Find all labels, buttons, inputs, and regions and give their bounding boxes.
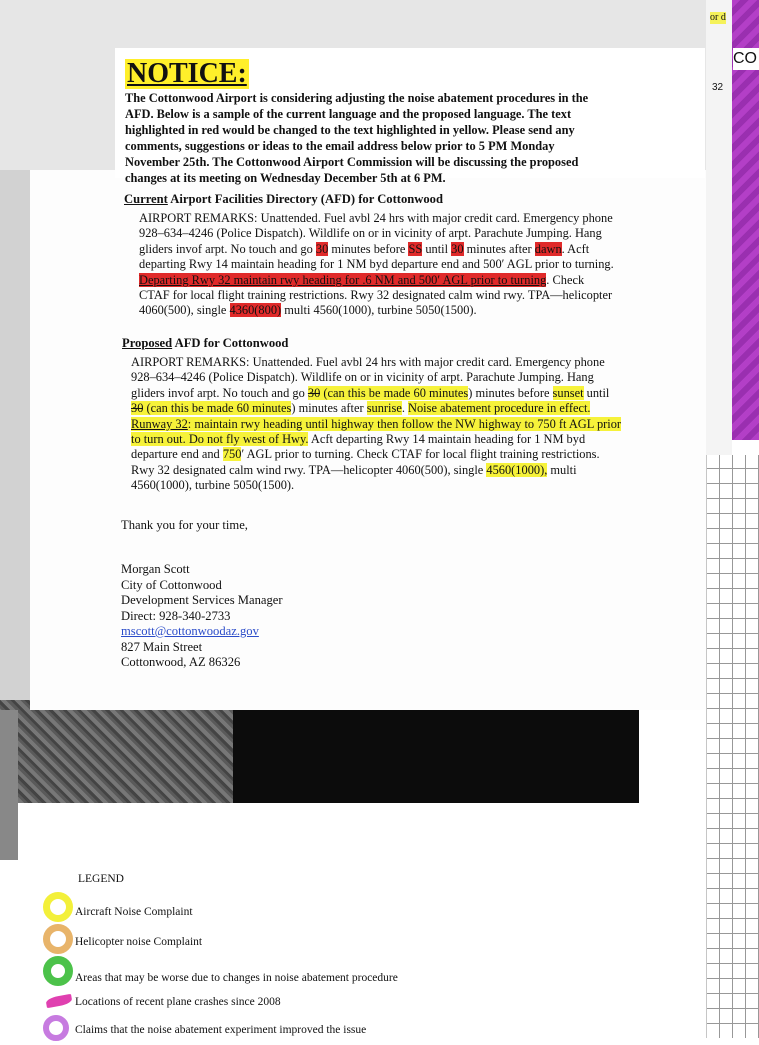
current-afd-remarks [139,211,659,319]
notice-line: November 25th. The Cottonwood Airport Commission will be discussing the proposed [125,155,579,169]
text: departure end and [131,447,223,462]
proposed-line [131,386,671,401]
legend-label: Helicopter noise Complaint [75,936,203,948]
green-circle-icon [43,956,73,986]
signer-organization: City of Cottonwood [121,577,222,592]
text: gliders invof arpt. No touch and go [139,241,316,256]
current-line [139,303,659,318]
text: gliders invof arpt. No touch and go [131,385,308,400]
yellow-highlight: : maintain rwy heading until highway then follow the NW highway to 750 ft AGL prior [187,416,622,431]
street-map-fragment [706,455,759,1038]
current-line: 928–634–4246 (Police Dispatch). Wildlife on or in vicinity of arpt. Parachute Jumping. Hang [139,226,602,241]
text: until [583,385,610,400]
text: . Acft [561,241,590,256]
notice-line: The Cottonwood Airport is considering adjusting the noise abatement procedures in the [125,91,589,105]
current-line: departing Rwy 14 maintain heading for 1 NM byd departure end and 500′ AGL prior to turning. [139,257,614,272]
legend-item-worse-areas [0,956,420,986]
yellow-circle-icon [43,892,73,922]
current-afd-heading [124,192,443,207]
proposed-line [131,432,671,447]
closing-thanks: Thank you for your time, [121,518,248,532]
text: ′ AGL prior to turning. Check CTAF for local flight training restrictions. [241,447,600,462]
legend-label: Claims that the noise abatement experiment improved the issue [75,1024,367,1036]
text: ) minutes before [468,385,553,400]
proposed-heading-underlined: Proposed [122,336,173,350]
proposed-afd-remarks [131,355,671,494]
aerial-photo-edge [0,710,18,860]
legend-item-aircraft-noise [0,892,420,922]
legend-item-helicopter-noise [0,924,420,954]
aerial-photo-dark-area [233,710,639,803]
pink-crash-marker-icon [45,994,72,1008]
text: minutes before [328,241,409,256]
notice-line: highlighted in red would be changed to the text highlighted in yellow. Please send any [125,123,575,137]
text: multi [547,462,577,477]
text: Rwy 32 designated calm wind rwy. TPA—helicopter 4060(500), single [131,462,487,477]
notice-line: changes at its meeting on Wednesday December 5th at 6 PM. [125,171,446,185]
yellow-highlight: 4560(1000), [486,462,548,477]
text: multi 4560(1000), turbine 5050(1500). [281,303,477,318]
red-highlight: 4360(800) [229,303,282,318]
text: . [401,401,409,416]
current-line [139,242,659,257]
red-highlight: Departing Rwy 32 maintain rwy heading for .6 NM and 500′ AGL prior to turning [139,272,547,287]
signer-title: Development Services Manager [121,593,283,607]
legend-item-improved-claims [0,1015,420,1045]
red-highlight: 30 [315,241,329,256]
notice-title: NOTICE: [127,58,247,89]
yellow-highlight: Runway 32 [131,416,188,431]
proposed-line: 4560(1000), turbine 5050(1500). [131,478,295,493]
text: Acft departing Rwy 14 maintain heading for 1 NM byd [308,432,586,447]
yellow-highlight: sunset [552,385,584,400]
proposed-line [131,417,671,432]
proposed-heading-rest: AFD for Cottonwood [172,336,289,350]
orange-circle-icon [43,924,73,954]
signer-street: 827 Main Street [121,639,203,654]
yellow-highlight-strikethrough: 30 [131,401,144,416]
current-heading-rest: Airport Facilities Directory (AFD) for Cottonwood [167,192,443,206]
proposed-line: AIRPORT REMARKS: Unattended. Fuel avbl 24 hrs with major credit card. Emergency phone [131,355,605,369]
legend-title: LEGEND [78,873,124,885]
proposed-line: 928–634–4246 (Police Dispatch). Wildlife on or in vicinity of arpt. Parachute Jumping. Hang [131,370,594,385]
current-line: CTAF for local flight training restrictions. Rwy 32 designated calm wind rwy. TPA—helicopter [139,288,613,303]
yellow-highlight: Noise abatement procedure in effect. [408,401,591,416]
current-line: AIRPORT REMARKS: Unattended. Fuel avbl 24 hrs with major credit card. Emergency phone [139,211,613,225]
signer-phone: Direct: 928-340-2733 [121,608,231,623]
proposed-line [131,447,671,462]
notice-line: comments, suggestions or ideas to the email address below prior to 5 PM Monday [125,139,555,153]
yellow-highlight-strikethrough: 30 [307,385,321,400]
text: minutes after [463,241,535,256]
signer-city: Cottonwood, AZ 86326 [121,655,241,669]
current-heading-underlined: Current [124,192,168,206]
current-line [139,273,659,288]
map-corner-tag: or d [710,12,726,23]
notice-line: AFD. Below is a sample of the current language and the proposed language. The text [125,107,572,121]
proposed-line [131,401,671,416]
red-highlight: dawn [534,241,562,256]
text: 4060(500), single [139,303,230,318]
text: ) minutes after [291,401,367,416]
notice-body [125,90,615,186]
legend-label: Locations of recent plane crashes since 2008 [75,996,281,1008]
yellow-highlight: to turn out. Do not fly west of Hwy. [131,432,309,447]
yellow-highlight: sunrise [366,401,402,416]
proposed-afd-heading [122,336,288,351]
legend-label: Aircraft Noise Complaint [75,906,193,918]
signature-block [121,562,283,671]
signer-email-link[interactable]: mscott@cottonwoodaz.gov [121,624,259,638]
purple-circle-icon [43,1015,69,1041]
map-corner-number: 32 [712,82,724,93]
red-highlight: SS [408,241,423,256]
text: . Check [546,272,585,287]
proposed-line [131,463,671,478]
signer-name: Morgan Scott [121,562,190,576]
legend-label: Areas that may be worse due to changes in noise abatement procedure [75,972,398,984]
red-highlight: 30 [451,241,464,256]
yellow-highlight: (can this be made 60 minutes [320,385,469,400]
background-map-strip [706,0,732,455]
text: until [422,241,452,256]
yellow-highlight: 750 [222,447,242,462]
yellow-highlight: (can this be made 60 minutes [143,401,292,416]
map-corner-label: CO [733,48,759,70]
